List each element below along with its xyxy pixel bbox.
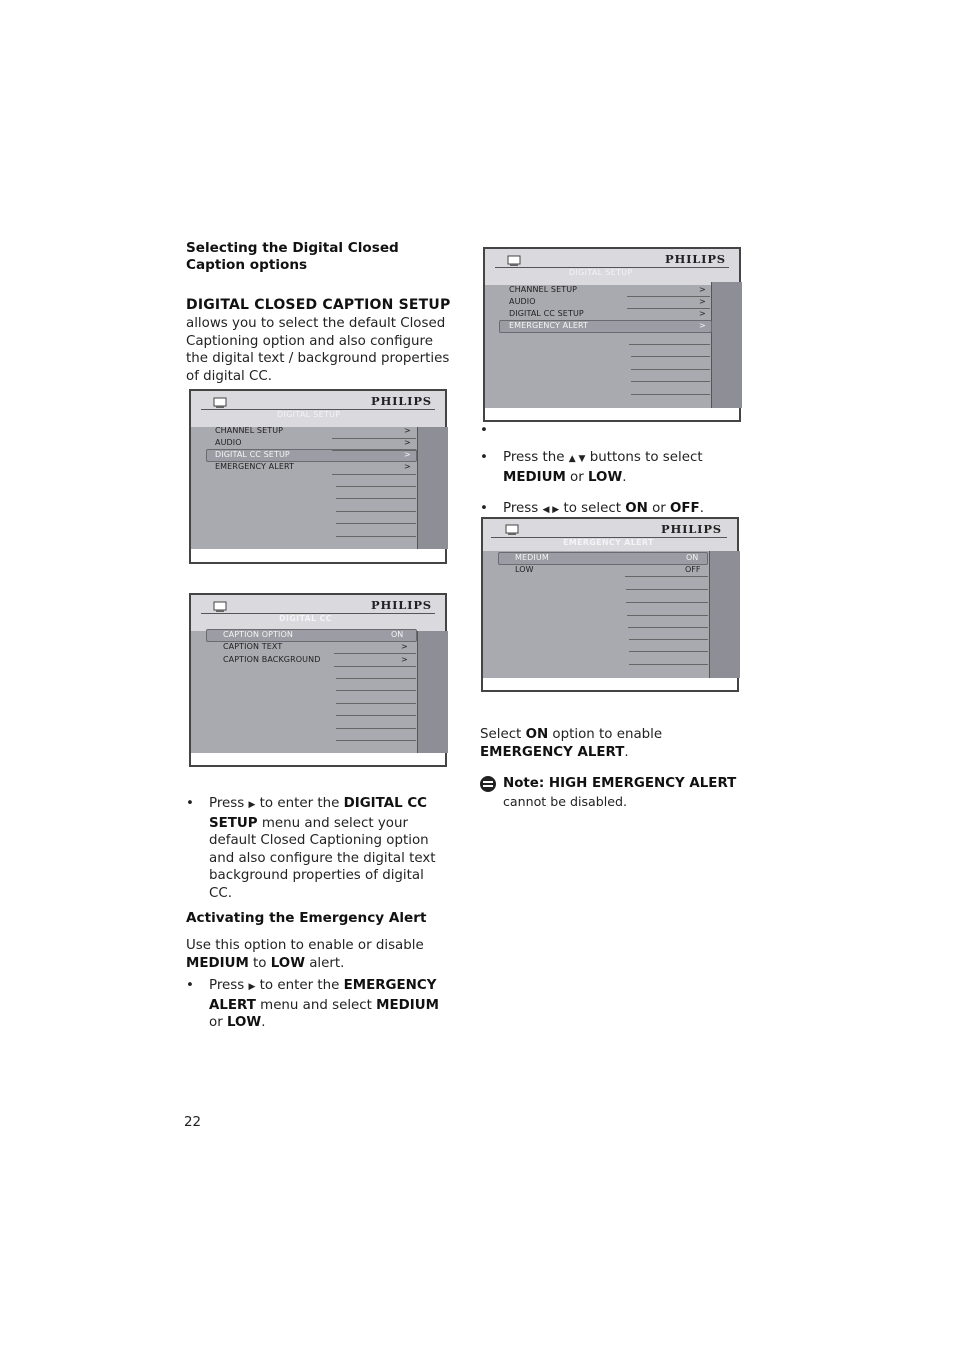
digital-closed-caption-setup-title: DIGITAL CLOSED CAPTION SETUP xyxy=(186,297,451,313)
menu-right-panel xyxy=(711,282,742,408)
menu-row-rule xyxy=(336,536,416,537)
note-label xyxy=(503,775,736,793)
bullet-dot: • xyxy=(186,978,194,993)
menu-item-arrow: > xyxy=(404,438,411,447)
text: Select xyxy=(480,727,526,742)
bold-term: MEDIUM xyxy=(503,469,566,485)
emergency-alert-description xyxy=(186,937,426,972)
section-heading-emergency-alert: Activating the Emergency Alert xyxy=(186,910,427,926)
menu-item-value: ON xyxy=(391,630,404,639)
menu-row-rule xyxy=(626,589,708,590)
bold-term: LOW xyxy=(270,955,305,971)
menu-right-panel xyxy=(417,427,448,549)
text: option to enable xyxy=(548,727,663,742)
menu-row-rule xyxy=(627,615,708,616)
menu-item-arrow: > xyxy=(404,462,411,471)
monitor-icon xyxy=(507,255,521,267)
menu-row-rule xyxy=(334,653,416,654)
text: to enter the xyxy=(255,978,344,993)
text: . xyxy=(699,501,704,516)
section-heading-digital-cc: Selecting the Digital Closed Caption options xyxy=(186,240,399,273)
menu-item-digital-cc-setup[interactable]: DIGITAL CC SETUP xyxy=(215,450,290,459)
menu-item-caption-option[interactable]: CAPTION OPTION xyxy=(223,630,294,639)
menu-item-value: ON xyxy=(686,553,699,562)
bold-term: Note: HIGH EMERGENCY ALERT xyxy=(503,776,737,791)
bullet-enter-emergency-alert xyxy=(186,977,449,1032)
note-body: cannot be disabled. xyxy=(503,794,628,809)
menu-row-rule xyxy=(628,627,708,628)
menu-row-rule xyxy=(336,498,416,499)
select-on-instruction xyxy=(480,726,750,761)
text: . xyxy=(261,1015,266,1031)
menu-row-rule xyxy=(332,474,416,475)
menu-item-arrow: > xyxy=(699,309,706,318)
text: menu and select your default Closed Captioning option and also configure the digital text background properties of digital CC. xyxy=(209,815,436,901)
digital-cc-description: allows you to select the default Closed Captioning option and also configure the digital text / background properties of digital CC. xyxy=(186,316,450,384)
menu-item-medium[interactable]: MEDIUM xyxy=(515,553,549,562)
text: . xyxy=(622,469,627,485)
menu-item-arrow: > xyxy=(699,297,706,306)
up-down-arrow-icon: ▲ ▼ xyxy=(568,454,586,464)
menu-title: EMERGENCY ALERT xyxy=(563,538,654,547)
tv-screen-emergency-alert xyxy=(481,517,739,692)
menu-row-rule xyxy=(336,715,416,716)
bullet-dot: • xyxy=(186,796,194,811)
bullet-enter-digital-cc-setup xyxy=(186,795,449,903)
menu-right-panel xyxy=(417,631,448,753)
menu-row-rule xyxy=(631,369,710,370)
tv-screen-digital-setup-2 xyxy=(483,247,741,422)
menu-row-rule xyxy=(626,602,708,603)
menu-row-rule xyxy=(631,394,710,395)
menu-row-rule xyxy=(336,703,416,704)
menu-item-emergency-alert[interactable]: EMERGENCY ALERT xyxy=(215,462,295,471)
text: to select xyxy=(559,501,626,516)
bold-term: ON xyxy=(625,501,648,516)
menu-item-caption-text[interactable]: CAPTION TEXT xyxy=(223,642,283,651)
menu-item-arrow: > xyxy=(401,642,408,651)
menu-row-rule xyxy=(627,308,710,309)
menu-item-arrow: > xyxy=(404,450,411,459)
menu-row-rule xyxy=(336,690,416,691)
empty-bullet: • xyxy=(480,423,488,438)
menu-item-channel-setup[interactable]: CHANNEL SETUP xyxy=(509,285,578,294)
menu-item-channel-setup[interactable]: CHANNEL SETUP xyxy=(215,426,284,435)
text: Press xyxy=(503,501,543,516)
menu-row-rule xyxy=(629,639,708,640)
menu-item-emergency-alert[interactable]: EMERGENCY ALERT xyxy=(509,321,589,330)
page-number: 22 xyxy=(184,1115,202,1130)
menu-row-rule xyxy=(336,678,416,679)
monitor-icon xyxy=(213,601,227,613)
menu-title: DIGITAL CC xyxy=(279,614,332,623)
bold-term: LOW xyxy=(588,469,623,485)
right-arrow-icon: ▶ xyxy=(248,982,256,992)
text: Use this option to enable or disable xyxy=(186,938,424,953)
text: Press xyxy=(209,796,249,811)
philips-logo: PHILIPS xyxy=(371,598,432,612)
text: Press the xyxy=(503,450,569,465)
menu-item-audio[interactable]: AUDIO xyxy=(215,438,242,447)
philips-logo: PHILIPS xyxy=(371,394,432,408)
text: or xyxy=(209,1015,227,1031)
right-arrow-icon: ▶ xyxy=(248,800,256,810)
philips-logo: PHILIPS xyxy=(665,252,726,266)
menu-row-rule xyxy=(631,356,710,357)
left-right-arrow-icon: ◀ ▶ xyxy=(542,505,560,515)
text: buttons to select xyxy=(585,450,703,465)
bold-term: LOW xyxy=(226,1015,262,1031)
philips-logo: PHILIPS xyxy=(661,522,722,536)
menu-row-rule xyxy=(336,728,416,729)
menu-row-rule xyxy=(629,344,710,345)
menu-row-rule xyxy=(336,486,416,487)
menu-item-arrow: > xyxy=(404,426,411,435)
menu-title: DIGITAL SETUP xyxy=(277,410,341,419)
menu-row-rule xyxy=(631,381,710,382)
menu-row-rule xyxy=(336,511,416,512)
text: or xyxy=(647,501,671,516)
menu-item-arrow: > xyxy=(401,655,408,664)
text: . xyxy=(624,744,629,760)
bold-term: EMERGENCY ALERT xyxy=(480,744,625,760)
menu-row-rule xyxy=(334,666,416,667)
tv-screen-digital-cc xyxy=(189,593,447,767)
bullet-dot: • xyxy=(480,450,488,465)
menu-item-low[interactable]: LOW xyxy=(515,565,534,574)
menu-item-arrow: > xyxy=(699,321,706,330)
bullet-select-medium-low xyxy=(480,449,743,486)
text: to enter the xyxy=(255,796,344,811)
menu-right-panel xyxy=(709,551,740,678)
bold-term: MEDIUM xyxy=(186,955,249,971)
menu-item-value: OFF xyxy=(685,565,701,574)
menu-item-caption-background[interactable]: CAPTION BACKGROUND xyxy=(223,655,321,664)
menu-row-rule xyxy=(625,576,708,577)
text: alert. xyxy=(304,955,345,971)
menu-item-arrow: > xyxy=(699,285,706,294)
menu-title: DIGITAL SETUP xyxy=(569,268,633,277)
note-icon xyxy=(480,776,496,792)
monitor-icon xyxy=(213,397,227,409)
bold-term: OFF xyxy=(670,501,700,516)
monitor-icon xyxy=(505,524,519,536)
menu-row-rule xyxy=(336,523,416,524)
text: menu and select xyxy=(255,997,377,1013)
text: Press xyxy=(209,978,249,993)
bold-term: EMERGENCY ALERT xyxy=(209,978,437,1013)
menu-row-rule xyxy=(336,740,416,741)
menu-item-audio[interactable]: AUDIO xyxy=(509,297,536,306)
bold-term: ON xyxy=(525,727,549,742)
menu-row-rule xyxy=(627,296,710,297)
bold-term: DIGITAL CC SETUP xyxy=(209,796,427,831)
menu-row-rule xyxy=(629,664,708,665)
text: or xyxy=(565,469,588,485)
menu-item-digital-cc-setup[interactable]: DIGITAL CC SETUP xyxy=(509,309,584,318)
bullet-dot: • xyxy=(480,501,488,516)
bold-term: MEDIUM xyxy=(376,997,439,1013)
tv-screen-digital-setup-1 xyxy=(189,389,447,564)
text: to xyxy=(248,955,271,971)
menu-row-rule xyxy=(629,651,708,652)
